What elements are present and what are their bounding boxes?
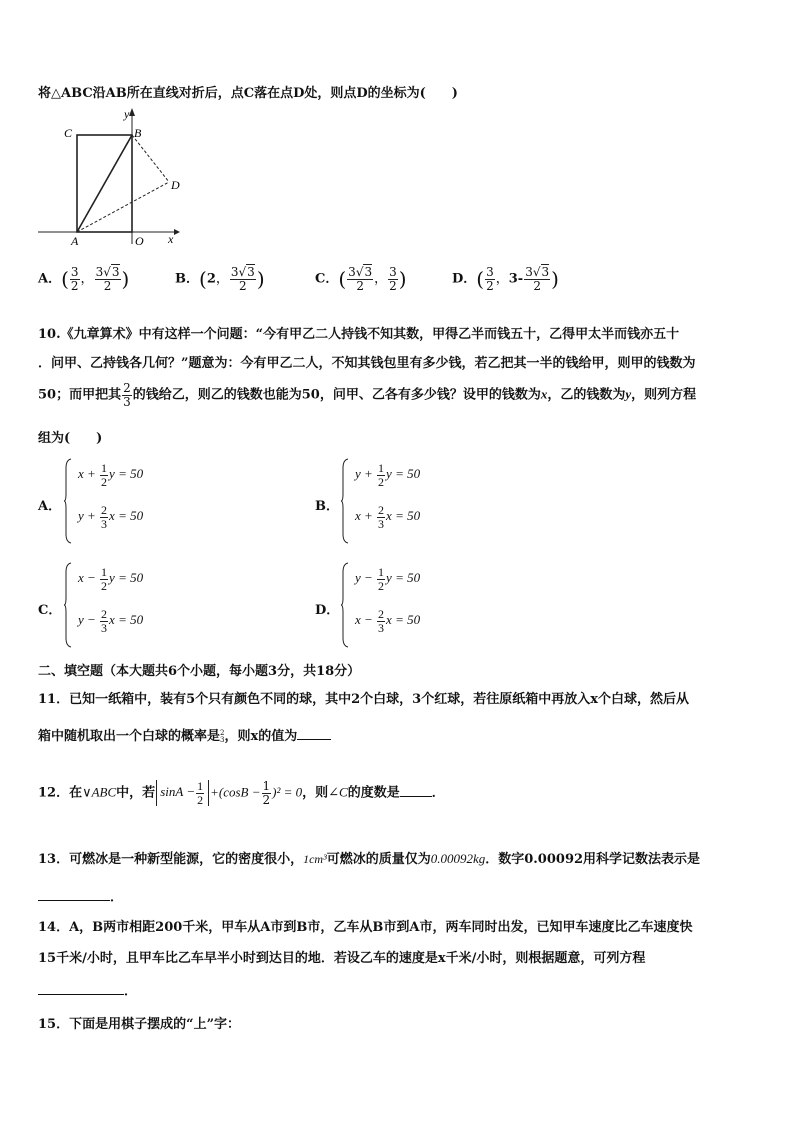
q10-option-d-label: D． (315, 603, 340, 618)
q10-option-c-system: x − $\frac{1}{2}$ y = 50 y − $\frac{2}{3}$ x = 50 (64, 562, 264, 650)
q9-option-b: B．(2， $\frac{3√3}{2}$ ) (175, 265, 265, 293)
q14-answer: ． (38, 980, 137, 999)
q11-line1: 11．已知一纸箱中，装有5个只有颜色不同的球，其中2个白球，3个红球，若往原纸箱中再放入x个白球，然后从 (38, 692, 689, 707)
q10-line2: ．问甲、乙持钱各几何？”题意为：今有甲乙二人，不知其钱包里有多少钱，若乙把其一半的钱给甲，则甲的钱数为 (38, 356, 696, 371)
q15-line1: 15．下面是用棋子摆成的“上”字： (38, 1017, 241, 1032)
q9-figure (34, 102, 194, 252)
q10-line3: 50；而甲把其 $\frac{2}{3}$ 的钱给乙，则乙的钱数也能为50，问甲、乙各有多少钱？设甲的钱数为x，乙的钱数为y，则列方程 (38, 381, 697, 409)
q10-option-a-system: x + $\frac{1}{2}$ y = 50 y + $\frac{2}{3}$ x = 50 (64, 458, 264, 546)
q10-option-c-label: C． (38, 603, 62, 618)
label-C: C (64, 126, 73, 140)
label-D: D (171, 178, 180, 192)
label-y: y (124, 107, 130, 121)
q13-line1: 13．可燃冰是一种新型能源，它的密度很小，1cm³可燃冰的质量仅为0.00092kg．数字0.00092用科学记数法表示是 (38, 851, 701, 867)
q10-line4: 组为( ) (38, 431, 103, 446)
q10-line1: 10.《九章算术》中有这样一个问题：“今有甲乙二人持钱不知其数，甲得乙半而钱五十，乙得甲太半而钱亦五十 (38, 327, 680, 342)
section-title: 二、填空题（本大题共6个小题，每小题3分，共18分） (38, 664, 361, 679)
q14-answer-blank (38, 994, 124, 995)
label-x: x (168, 232, 174, 246)
q11-small-fraction: 2 3 (220, 729, 225, 744)
q13-answer: ． (38, 886, 123, 905)
q9-option-d: D．( $\frac{3}{2}$ ，3- $\frac{3√3}{2}$ ) (452, 265, 559, 293)
q12-abs-value: sinA − $\frac{1}{2}$ (156, 780, 209, 806)
q10-option-b-system: y + $\frac{1}{2}$ y = 50 x + $\frac{2}{3}$ x = 50 (341, 458, 541, 546)
q9-option-a: A．( $\frac{3}{2}$ ， $\frac{3√3}{2}$ ) (38, 265, 130, 293)
q10-option-d-system: y − $\frac{1}{2}$ y = 50 x − $\frac{2}{3}$ x = 50 (341, 562, 541, 650)
q14-line1: 14．A，B两市相距200千米，甲车从A市到B市，乙车从B市到A市，两车同时出发，已知甲车速度比乙车速度快 (38, 920, 693, 935)
q12-line: 12．在∨ABC中，若 sinA − $\frac{1}{2}$ +(cosB − $\frac{1}{2}$ )² = 0，则∠C的度数是 ． (38, 779, 445, 807)
label-A: A (71, 234, 79, 248)
q14-line2: 15千米/小时，且甲车比乙车早半小时到达目的地．若设乙车的速度是x千米/小时，则根据题意，可列方程 (38, 951, 646, 966)
q9-option-c: C．( $\frac{3√3}{2}$ ， $\frac{3}{2}$ ) (315, 265, 407, 293)
q11-line2: 箱中随机取出一个白球的概率是 2 3 ，则x的值为 (38, 720, 331, 744)
q10-option-a-label: A． (38, 499, 62, 514)
label-O: O (135, 234, 144, 248)
q12-answer-blank (400, 796, 432, 797)
q9-stem: 将△ABC沿AB所在直线对折后，点C落在点D处，则点D的坐标为( ) (38, 86, 458, 101)
q13-answer-blank (38, 900, 110, 901)
label-B: B (134, 126, 142, 140)
q10-option-b-label: B． (315, 499, 339, 514)
q11-answer-blank (297, 739, 331, 740)
